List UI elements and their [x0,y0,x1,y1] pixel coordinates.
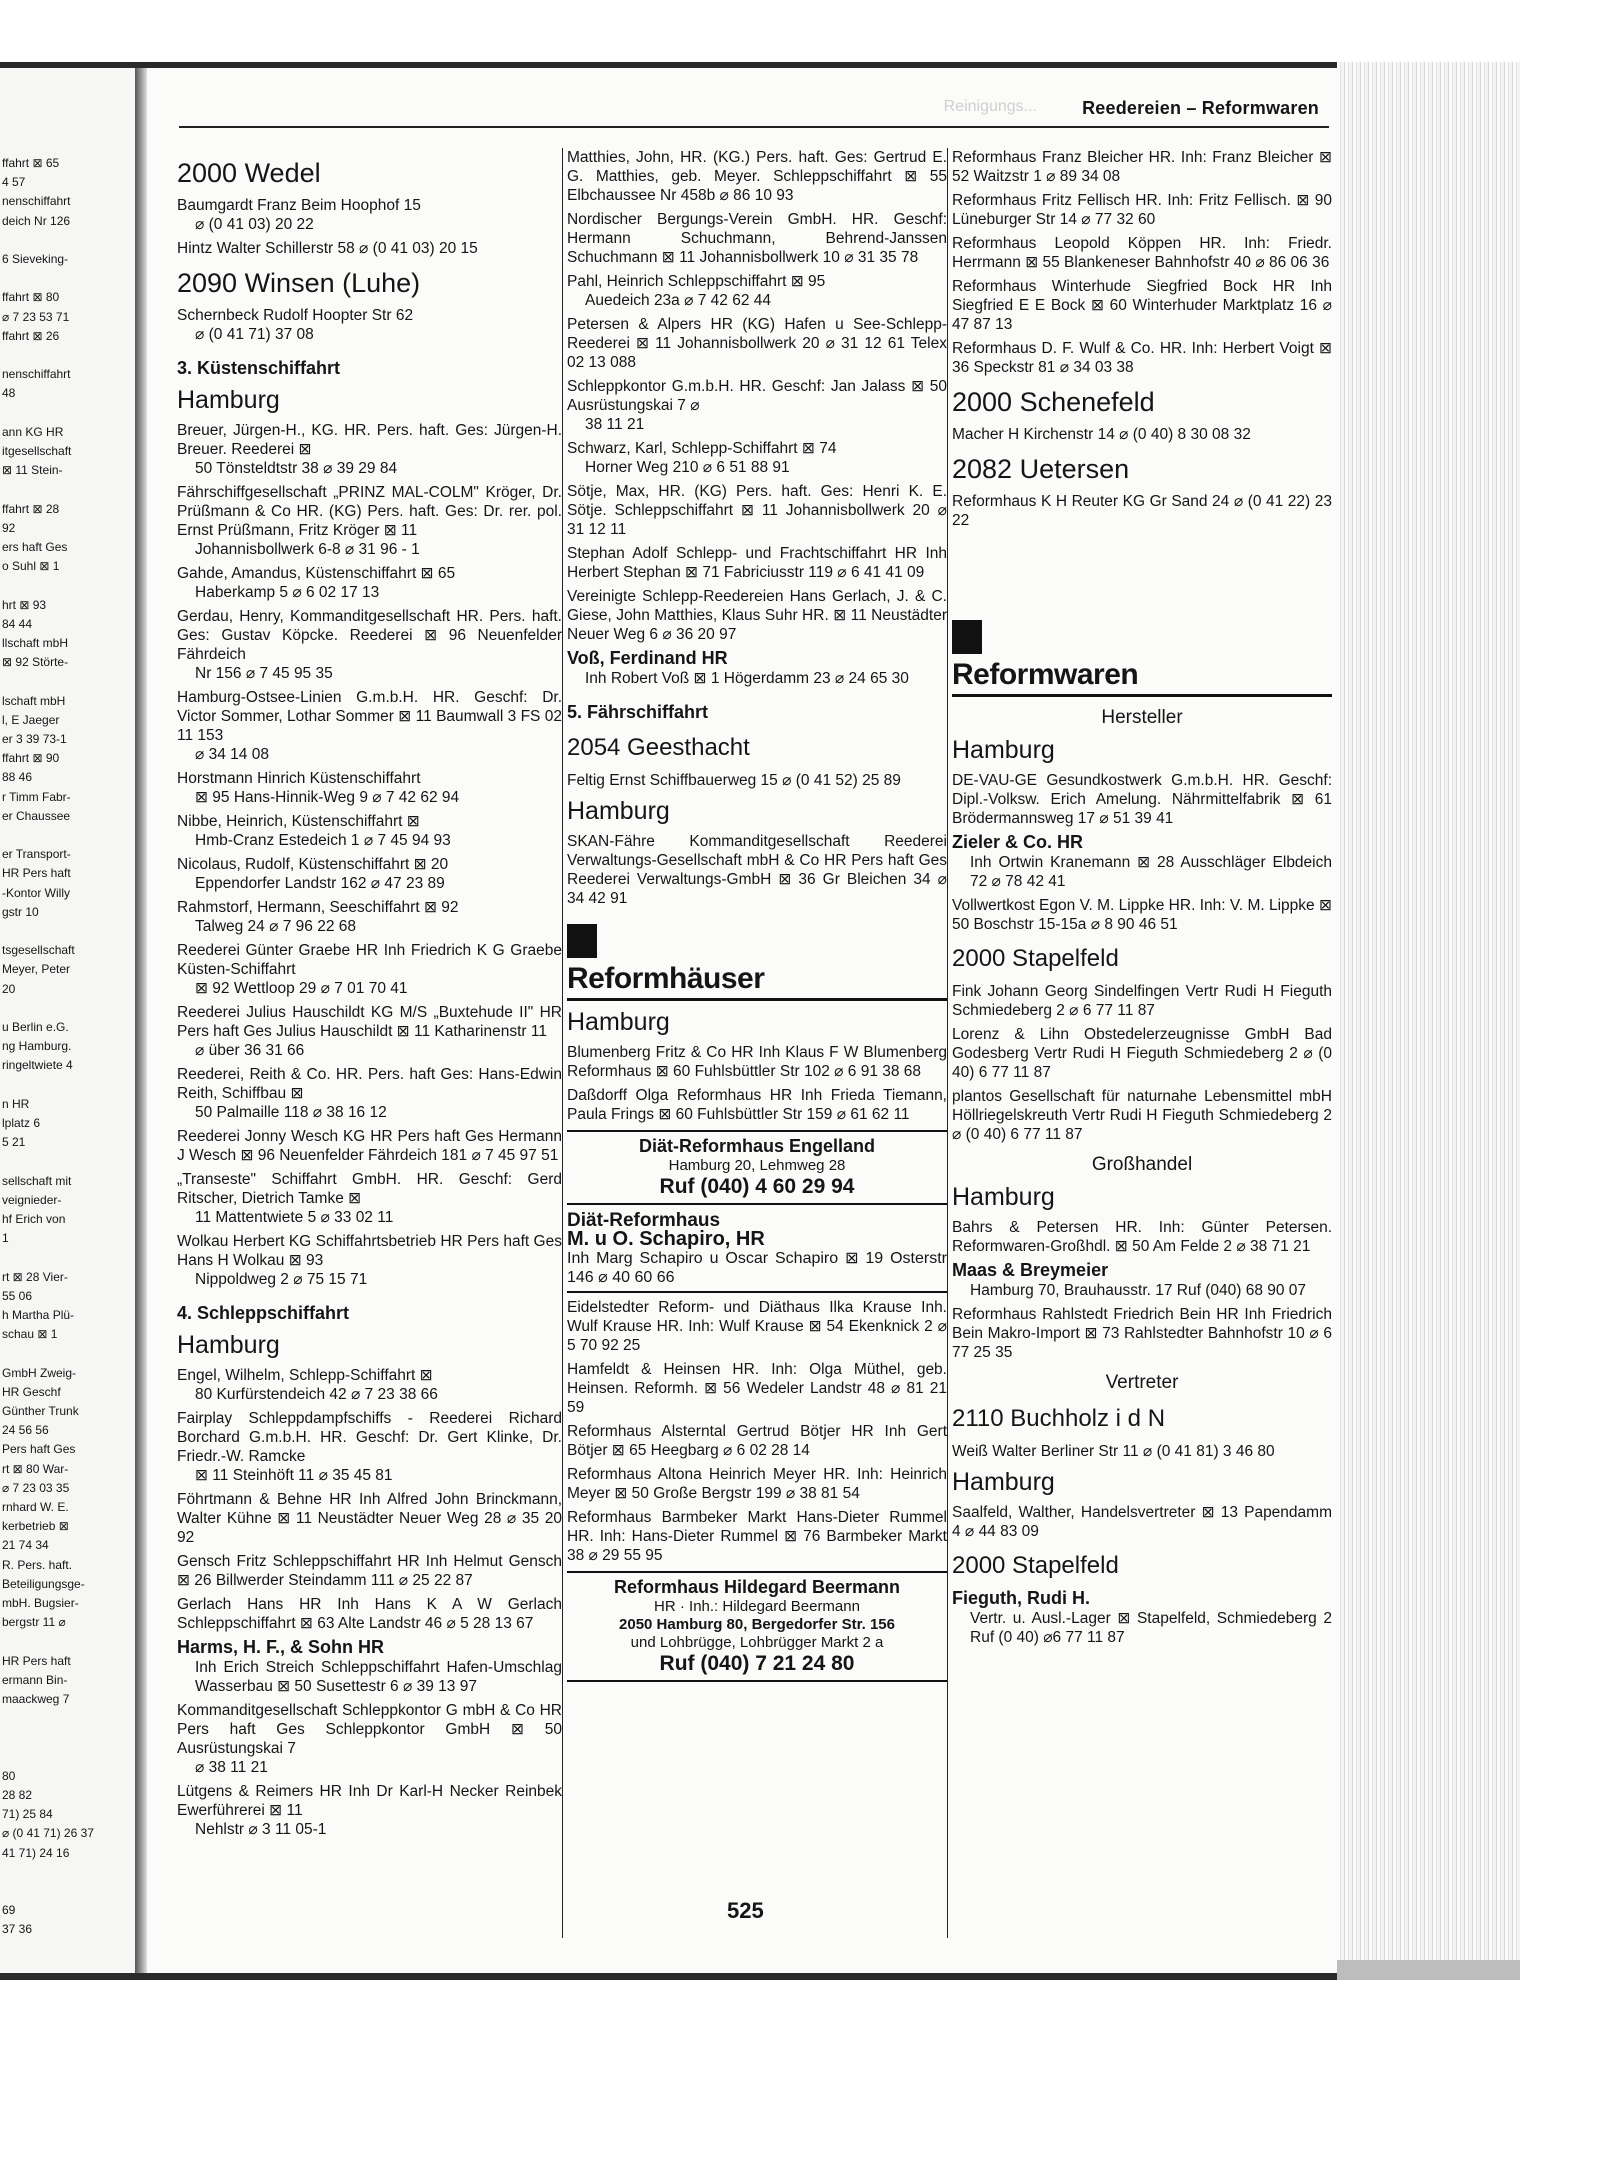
category-heading [952,620,1332,697]
entry: Hamburg-Ostsee-Linien G.m.b.H. HR. Geschf: Dr. Victor Sommer, Lothar Sommer ⊠ 11 Baumwall 3 FS 02 11 153 ⌀ 34 14 08 [177,689,562,763]
left-page-line: Pers haft Ges [2,1442,76,1457]
left-page-line: rt ⊠ 28 Vier- [2,1269,68,1284]
ad-title: Reformhaus Hildegard Beermann [613,1577,901,1597]
entry: Horstmann Hinrich Küstenschiffahrt ⊠ 95 Hans-Hinnik-Weg 9 ⌀ 7 42 62 94 [177,770,460,806]
entry: Wolkau Herbert KG Schiffahrtsbetrieb HR Pers haft Ges Hans H Wolkau ⊠ 93 Nippoldweg 2 ⌀ 75 15 71 [177,1233,562,1288]
entry: „Transeste" Schiffahrt GmbH. HR. Geschf: Gerd Ritscher, Dietrich Tamke ⊠ 11 Mattentwiete 5 ⌀ 33 02 11 [177,1171,562,1226]
left-page-line: mbH. Bugsier- [2,1596,79,1610]
left-page-line: n HR [2,1096,30,1111]
category-title: Reformwaren [952,658,1139,691]
ad-address: Hamburg 20, Lehmweg 28 [668,1157,846,1174]
entry: Gerdau, Henry, Kommanditgesellschaft HR. Pers. haft. Ges: Gustav Köpcke. Reederei ⊠ 96 Neuenfelder Fährdeich Nr 156 ⌀ 7 45 95 35 [177,608,562,682]
left-page-line: ffahrt ⊠ 28 [2,501,60,516]
city-heading: Hamburg [567,1008,670,1036]
left-page-line: r Timm Fabr- [2,789,71,804]
city-heading: Hamburg [952,1183,1055,1211]
left-page-line: ⌀ 7 23 03 35 [2,1480,70,1495]
entry: Schernbeck Rudolf Hoopter Str 62 ⌀ (0 41 71) 37 08 [177,307,414,343]
left-page-line: gstr 10 [2,904,39,919]
city-heading: 2082 Uetersen [952,454,1130,484]
left-page-line: er Transport- [2,847,71,862]
left-page-line: -Kontor Willy [2,885,71,900]
entry: Zieler & Co. HR Inh Ortwin Kranemann ⊠ 28 Ausschläger Elbdeich 72 ⌀ 78 42 41 [952,832,1332,890]
entry: Fink Johann Georg Sindelfingen Vertr Rudi H Fieguth Schmiedeberg 2 ⌀ 6 77 11 87 [952,983,1332,1019]
left-page-line: maackweg 7 [2,1692,70,1706]
left-page-line: 21 74 34 [2,1538,49,1553]
left-page-line: 55 06 [2,1288,33,1303]
entry: Nibbe, Heinrich, Küstenschiffahrt ⊠ Hmb-Cranz Estedeich 1 ⌀ 7 45 94 93 [177,813,451,849]
left-page-line: Günther Trunk [2,1404,79,1418]
left-page-line: HR Pers haft [2,866,71,881]
entry: Föhrtmann & Behne HR Inh Alfred John Brinckmann, Walter Kühne ⊠ 11 Neustädter Neuer Weg 28 ⌀ 35 20 92 [177,1491,562,1546]
entry: Reformhaus Leopold Köppen HR. Inh: Friedr. Herrmann ⊠ 55 Blankeneser Bahnhofstr 40 ⌀ 86 06 36 [952,235,1332,271]
city-heading: 2054 Geesthacht [567,734,750,761]
page-edges [1337,62,1520,1980]
ad-name: M. u O. Schapiro, HR [567,1228,765,1250]
entry: Reformhaus Alsterntal Gertrud Bötjer HR Inh Gert Bötjer ⊠ 65 Heegbarg ⌀ 6 02 28 14 [567,1423,947,1459]
entry: DE-VAU-GE Gesundkostwerk G.m.b.H. HR. Geschf: Dipl.-Volksw. Erich Amelung. Nährmittelfabrik ⊠ 61 Brödermannsweg 17 ⌀ 51 39 41 [952,772,1332,827]
left-page-line: 41 71) 24 16 [2,1845,70,1860]
column-3 [952,148,1332,1652]
entry: Hamfeldt & Heinsen HR. Inh: Olga Müthel, geb. Heinsen. Reformh. ⊠ 56 Wedeler Landstr 48 ⌀ 81 21 59 [567,1361,947,1416]
left-page-line: 71) 25 84 [2,1807,53,1822]
column-1 [177,148,562,1844]
entry: Engel, Wilhelm, Schlepp-Schiffahrt ⊠ 80 Kurfürstendeich 42 ⌀ 7 23 38 66 [177,1367,438,1403]
entry: Hintz Walter Schillerstr 58 ⌀ (0 41 03) 20 15 [177,240,478,257]
left-page-line: 80 [2,1768,16,1783]
entry: Macher H Kirchenstr 14 ⌀ (0 40) 8 30 08 32 [952,426,1251,443]
running-head: Reedereien – Reformwaren [1082,98,1319,118]
left-page-line: 4 57 [2,175,26,190]
entry: Reederei, Reith & Co. HR. Pers. haft Ges: Hans-Edwin Reith, Schiffbau ⊠ 50 Palmaille 118 ⌀ 38 16 12 [177,1066,562,1121]
column-2 [567,148,947,1688]
city-heading: 2000 Stapelfeld [952,945,1119,972]
left-page-line: schau ⊠ 1 [2,1327,58,1342]
left-page-line: lplatz 6 [2,1116,41,1130]
entry: Blumenberg Fritz & Co HR Inh Klaus F W Blumenberg Reformhaus ⊠ 60 Fuhlsbüttler Str 102 ⌀ 6 91 38 68 [567,1044,947,1080]
entry: Reformhaus Franz Bleicher HR. Inh: Franz Bleicher ⊠ 52 Waitzstr 1 ⌀ 89 34 08 [952,149,1332,185]
left-page-line: u Berlin e.G. [2,1020,69,1034]
left-page-line: ann KG HR [2,424,64,439]
left-page-line: itgesellschaft [2,444,72,458]
entry: Saalfeld, Walther, Handelsvertreter ⊠ 13 Papendamm 4 ⌀ 44 83 09 [952,1504,1332,1540]
subheading: Hersteller [1101,707,1183,728]
city-heading: 2000 Stapelfeld [952,1552,1119,1579]
left-page-line: deich Nr 126 [2,213,71,228]
ad-line: 2050 Hamburg 80, Bergedorfer Str. 156 [619,1616,895,1633]
entry: Reformhaus Barmbeker Markt Hans-Dieter Rummel HR. Inh: Hans-Dieter Rummel ⊠ 76 Barmbeker Markt 38 ⌀ 29 55 95 [567,1509,947,1564]
category-rule [952,694,1332,697]
ad-address: Inh Marg Schapiro u Oscar Schapiro ⊠ 19 Osterstr 146 ⌀ 40 60 66 [567,1250,947,1286]
left-page-line: er 3 39 73-1 [2,732,67,746]
entry: Reederei Julius Hauschildt KG M/S „Buxtehude II" HR Pers haft Ges Julius Hauschildt ⊠ 11 Katharinenstr 11 ⌀ über 36 31 66 [177,1004,562,1059]
column-rule [562,148,563,1938]
left-page-line: 84 44 [2,616,33,631]
entry: Nicolaus, Rudolf, Küstenschiffahrt ⊠ 20 Eppendorfer Landstr 162 ⌀ 47 23 89 [177,856,449,892]
left-page-line: hrt ⊠ 93 [2,597,47,612]
left-page-line: 92 [2,520,16,535]
city-heading: 2000 Wedel [177,158,321,188]
left-page-line: R. Pers. haft. [2,1557,73,1572]
advertisement-box [567,1130,947,1205]
left-page-line: kerbetrieb ⊠ [2,1519,69,1534]
advertisement-box [567,1571,947,1682]
page-edge-bottom [1337,1960,1520,1980]
left-page-line: bergstr 11 ⌀ [2,1615,66,1630]
left-page-line: o Suhl ⊠ 1 [2,559,60,574]
entry: Feltig Ernst Schiffbauerweg 15 ⌀ (0 41 52) 25 89 [567,772,901,789]
directory-page [147,68,1337,1973]
category-marker [952,620,982,654]
city-heading: Hamburg [952,1468,1055,1496]
left-page-line: sellschaft mit [2,1173,72,1188]
page-number: 525 [727,1898,764,1923]
left-page-line: hf Erich von [2,1212,66,1226]
entry: plantos Gesellschaft für naturnahe Lebensmittel mbH Höllriegelskreuth Vertr Rudi H Fieguth Schmiedeberg 2 ⌀ (0 40) 6 77 11 87 [952,1088,1332,1143]
category-heading [567,924,947,1001]
left-page-line: veignieder- [2,1192,62,1207]
ad-line: und Lohbrügge, Lohbrügger Markt 2 a [630,1634,884,1651]
left-page-line: 28 82 [2,1788,33,1802]
entry: Reformhaus Fritz Fellisch HR. Inh: Fritz Fellisch. ⊠ 90 Lüneburger Str 14 ⌀ 77 32 60 [952,192,1332,228]
left-page-line: ffahrt ⊠ 80 [2,290,60,305]
left-page-line: HR Geschf [2,1384,61,1399]
left-page-line: ffahrt ⊠ 26 [2,328,60,343]
column-rule [947,148,948,1938]
entry: Sötje, Max, HR. (KG) Pers. haft. Ges: Henri K. E. Sötje. Schleppschiffahrt ⊠ 11 Johannisbollwerk 20 ⌀ 31 12 11 [567,483,947,538]
left-page-line: 20 [2,981,16,996]
left-page-line: 24 56 56 [2,1423,49,1438]
section-heading: 5. Fährschiffahrt [567,702,709,722]
left-page-line: tsgesellschaft [2,943,75,958]
left-page-line: Beteiligungsge- [2,1576,85,1591]
left-page-line: Meyer, Peter [2,962,71,977]
entry: Schwarz, Karl, Schlepp-Schiffahrt ⊠ 74 Horner Weg 210 ⌀ 6 51 88 91 [567,440,837,476]
entry: Schleppkontor G.m.b.H. HR. Geschf: Jan Jalass ⊠ 50 Ausrüstungskai 7 ⌀ 38 11 21 [567,378,947,433]
city-heading: Hamburg [952,736,1055,764]
left-page-line: HR Pers haft [2,1653,71,1668]
subheading: Großhandel [1091,1154,1193,1175]
entry: Bahrs & Petersen HR. Inh: Günter Petersen. Reformwaren-Großhdl. ⊠ 50 Am Felde 2 ⌀ 38 71 21 [952,1219,1332,1255]
city-heading: 2000 Schenefeld [952,387,1155,417]
left-page-line: llschaft mbH [2,636,69,650]
entry: Matthies, John, HR. (KG.) Pers. haft. Ges: Gertrud E. G. Matthies, geb. Meyer. Schleppschiffahrt ⊠ 55 Elbchaussee Nr 458b ⌀ 86 10 93 [567,149,947,204]
section-heading: 4. Schleppschiffahrt [177,1303,350,1323]
left-page-line: ⌀ 7 23 53 71 [2,309,70,324]
left-page-line: ffahrt ⊠ 65 [2,156,60,170]
ad-title: Diät-Reformhaus [567,1210,721,1231]
left-page-line: ermann Bin- [2,1672,68,1687]
entry: Lütgens & Reimers HR Inh Dr Karl-H Necker Reinbek Ewerführerei ⊠ 11 Nehlstr ⌀ 3 11 05-1 [177,1783,562,1838]
left-page-line: 5 21 [2,1135,26,1150]
entry: Baumgardt Franz Beim Hoophof 15 ⌀ (0 41 03) 20 22 [177,197,421,233]
city-heading: Hamburg [177,386,280,414]
left-page-line: h Martha Plü- [2,1308,75,1322]
left-page-line: GmbH Zweig- [2,1365,77,1380]
entry: Weiß Walter Berliner Str 11 ⌀ (0 41 81) 3 46 80 [952,1443,1275,1460]
left-page-line: ng Hamburg. [2,1039,72,1054]
entry: Reformhaus Rahlstedt Friedrich Bein HR Inh Friedrich Bein Makro-Import ⊠ 73 Rahlstedter Bahnhofstr 10 ⌀ 6 77 25 35 [952,1306,1332,1361]
entry: SKAN-Fähre Kommanditgesellschaft Reederei Verwaltungs-Gesellschaft mbH & Co HR Pers haft Ges Reederei Verwaltungs-GmbH ⊠ 36 Gr Bleichen 34 ⌀ 34 42 91 [567,833,947,907]
left-page-line: lschaft mbH [2,693,66,708]
entry: Reederei Günter Graebe HR Inh Friedrich K G Graebe Küsten-Schiffahrt ⊠ 92 Wettloop 29 ⌀ 7 01 70 41 [177,942,562,997]
ad-phone: Ruf (040) 4 60 29 94 [659,1175,855,1198]
category-marker [567,924,597,958]
bleed-through-text: Reinigungs... [943,98,1037,115]
book-gutter [135,68,147,1973]
city-heading: Hamburg [177,1331,280,1359]
ad-title: Diät-Reformhaus Engelland [638,1136,876,1156]
left-page-line: 48 [2,386,16,401]
entry: Fährschiffgesellschaft „PRINZ MAL-COLM" Kröger, Dr. Prüßmann & Co HR. (KG) Pers. haft. Ges: Dr. rer. pol. Ernst Prüßmann, Fritz Kröger ⊠ 11 Johannisbollwerk 6-8 ⌀ 31 96 - 1 [177,484,562,558]
city-heading: 2090 Winsen (Luhe) [177,268,421,298]
left-page-line: 88 46 [2,770,33,785]
left-page-line: 6 Sieveking- [2,252,69,266]
entry: Rahmstorf, Hermann, Seeschiffahrt ⊠ 92 Talweg 24 ⌀ 7 96 22 68 [177,899,459,935]
entry: Breuer, Jürgen-H., KG. HR. Pers. haft. Ges: Jürgen-H. Breuer. Reederei ⊠ 50 Tönsteldtstr 38 ⌀ 39 29 84 [177,422,562,477]
left-page-strip [0,68,135,1973]
city-heading: Hamburg [567,797,670,825]
left-page-line: ⊠ 92 Störte- [2,655,69,670]
left-page-line: rnhard W. E. [2,1500,69,1514]
advertisement-entry [567,1211,947,1293]
entry: Pahl, Heinrich Schleppschiffahrt ⊠ 95 Auedeich 23a ⌀ 7 42 62 44 [567,273,826,309]
left-page-line: l, E Jaeger [2,712,60,727]
left-page-line: ringeltwiete 4 [2,1058,73,1073]
ad-line: HR · Inh.: Hildegard Beermann [654,1598,860,1615]
entry: Gensch Fritz Schleppschiffahrt HR Inh Helmut Gensch ⊠ 26 Billwerder Steindamm 111 ⌀ 25 22 87 [177,1553,562,1589]
left-page-line: rt ⊠ 80 War- [2,1461,69,1476]
entry: Eidelstedter Reform- und Diäthaus Ilka Krause Inh. Wulf Krause HR. Inh: Wulf Krause ⊠ 54 Ekenknick 2 ⌀ 5 70 92 25 [567,1299,947,1354]
entry: Lorenz & Lihn Obstedelerzeugnisse GmbH Bad Godesberg Vertr Rudi H Fieguth Schmiedeberg 2 ⌀ (0 40) 6 77 11 87 [952,1026,1332,1081]
left-page-line: 69 [2,1903,16,1918]
left-page-line: ⌀ (0 41 71) 26 37 [2,1826,94,1841]
left-page-line: ⊠ 11 Stein- [2,463,63,478]
entry: Reederei Jonny Wesch KG HR Pers haft Ges Hermann J Wesch ⊠ 96 Neuenfelder Fährdeich 181 ⌀ 7 45 97 51 [177,1128,562,1164]
entry: Petersen & Alpers HR (KG) Hafen u See-Schlepp-Reederei ⊠ 11 Johannisbollwerk 20 ⌀ 31 12 61 Telex 02 13 088 [567,316,947,371]
entry: Reformhaus K H Reuter KG Gr Sand 24 ⌀ (0 41 22) 23 22 [952,493,1332,529]
ad-phone: Ruf (040) 7 21 24 80 [659,1652,855,1675]
left-page-line: nenschiffahrt [2,194,71,209]
left-page-line: 37 36 [2,1922,33,1937]
subheading: Vertreter [1105,1372,1179,1393]
entry: Nordischer Bergungs-Verein GmbH. HR. Geschf: Hermann Schuchmann, Behrend-Janssen Schuchmann ⊠ 11 Johannisbollwerk 10 ⌀ 31 35 78 [567,211,947,266]
entry: Vollwertkost Egon V. M. Lippke HR. Inh: V. M. Lippke ⊠ 50 Boschstr 15-15a ⌀ 8 90 46 51 [952,897,1332,933]
entry: Stephan Adolf Schlepp- und Frachtschiffahrt HR Inh Herbert Stephan ⊠ 71 Fabriciusstr 119 ⌀ 6 41 41 09 [567,545,947,581]
entry: Maas & Breymeier Hamburg 70, Brauhausstr. 17 Ruf (040) 68 90 07 [952,1260,1307,1299]
left-page-line: er Chaussee [2,808,71,823]
entry: Reformhaus D. F. Wulf & Co. HR. Inh: Herbert Voigt ⊠ 36 Speckstr 81 ⌀ 34 03 38 [952,340,1332,376]
entry: Reformhaus Altona Heinrich Meyer HR. Inh: Heinrich Meyer ⊠ 50 Große Bergstr 199 ⌀ 38 81 54 [567,1466,947,1502]
left-page-line: ffahrt ⊠ 90 [2,751,60,766]
entry: Gerlach Hans HR Inh Hans K A W Gerlach Schleppschiffahrt ⊠ 63 Alte Landstr 46 ⌀ 5 28 13 67 [177,1596,562,1632]
category-rule [567,998,947,1001]
entry: Fieguth, Rudi H. Vertr. u. Ausl.-Lager ⊠ Stapelfeld, Schmiedeberg 2 Ruf (0 40) ⌀6 77 11 87 [952,1588,1332,1646]
entry: Daßdorff Olga Reformhaus HR Inh Frieda Tiemann, Paula Frings ⊠ 60 Fuhlsbüttler Str 159 ⌀ 61 62 11 [567,1087,947,1123]
entry: Fairplay Schleppdampfschiffs - Reederei Richard Borchard G.m.b.H. HR. Geschf: Dr. Gert Klinke, Dr. Friedr.-W. Ramcke ⊠ 11 Steinhöft 11 ⌀ 35 45 81 [177,1410,562,1484]
left-page-line: ers haft Ges [2,540,68,554]
category-title: Reformhäuser [567,962,765,995]
left-page-line: 1 [2,1231,9,1246]
header-rule [179,126,1329,128]
section-heading: 3. Küstenschiffahrt [177,358,341,378]
entry: Vereinigte Schlepp-Reedereien Hans Gerlach, J. & C. Giese, John Matthies, Klaus Suhr HR. ⊠ 11 Neustädter Neuer Weg 6 ⌀ 36 20 97 [567,588,947,643]
left-page-line: nenschiffahrt [2,367,71,382]
entry: Voß, Ferdinand HR Inh Robert Voß ⊠ 1 Högerdamm 23 ⌀ 24 65 30 [567,648,909,687]
entry: Kommanditgesellschaft Schleppkontor G mbH & Co HR Pers haft Ges Schleppkontor GmbH ⊠ 50 Ausrüstungskai 7 ⌀ 38 11 21 [177,1702,562,1776]
city-heading: 2110 Buchholz i d N [952,1405,1166,1432]
entry: Reformhaus Winterhude Siegfried Bock HR Inh Siegfried E E Bock ⊠ 60 Winterhuder Marktplatz 16 ⌀ 47 87 13 [952,278,1332,333]
entry: Gahde, Amandus, Küstenschiffahrt ⊠ 65 Haberkamp 5 ⌀ 6 02 17 13 [177,565,456,601]
entry: Harms, H. F., & Sohn HR Inh Erich Streich Schleppschiffahrt Hafen-Umschlag Wasserbau ⊠ 50 Susettestr 6 ⌀ 39 13 97 [177,1637,562,1695]
